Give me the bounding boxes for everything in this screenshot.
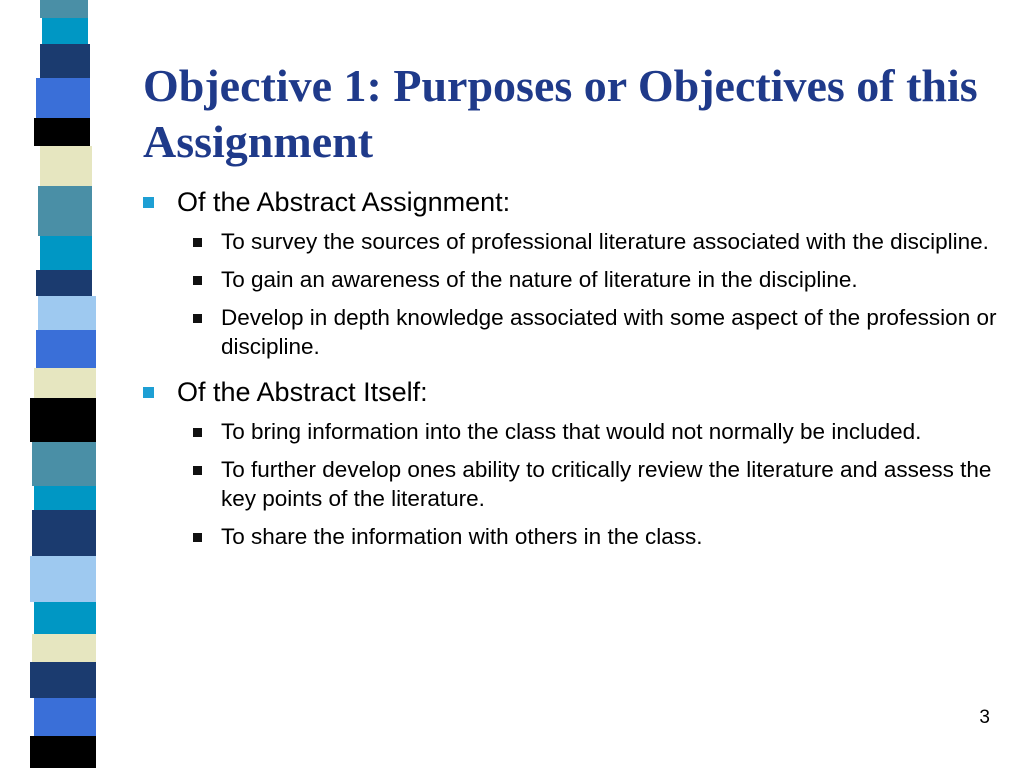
decorative-stripe	[42, 18, 88, 44]
page-number: 3	[979, 707, 990, 728]
sub-bullet-text: To bring information into the class that would not normally be included.	[221, 419, 922, 444]
section-heading: Of the Abstract Assignment:	[177, 187, 511, 217]
section-heading: Of the Abstract Itself:	[177, 377, 428, 407]
sub-bullet-list	[143, 417, 1018, 551]
sub-bullet-item	[143, 303, 1018, 361]
sub-bullet-item	[143, 522, 1018, 551]
decorative-stripe-bar	[0, 0, 120, 768]
decorative-stripe	[34, 368, 96, 398]
square-bullet-icon	[193, 276, 202, 285]
sub-bullet-item	[143, 455, 1018, 513]
sub-bullet-item	[143, 265, 1018, 294]
sub-bullet-item	[143, 227, 1018, 256]
decorative-stripe	[38, 186, 92, 236]
decorative-stripe	[34, 486, 96, 510]
sub-bullet-list	[143, 227, 1018, 361]
decorative-stripe	[30, 398, 96, 442]
sub-bullet-text: Develop in depth knowledge associated with some aspect of the profession or discipline.	[221, 305, 997, 359]
square-bullet-icon	[193, 466, 202, 475]
decorative-stripe	[40, 146, 92, 186]
sub-bullet-text: To survey the sources of professional literature associated with the discipline.	[221, 229, 989, 254]
square-bullet-icon	[143, 197, 154, 208]
square-bullet-icon	[193, 533, 202, 542]
decorative-stripe	[34, 602, 96, 634]
decorative-stripe	[40, 0, 88, 18]
square-bullet-icon	[193, 238, 202, 247]
decorative-stripe	[40, 44, 90, 78]
sub-bullet-text: To further develop ones ability to critically review the literature and assess the key points of the literature.	[221, 457, 992, 511]
square-bullet-icon	[193, 314, 202, 323]
sub-bullet-item	[143, 417, 1018, 446]
title-bold-part: Objective 1:	[143, 60, 382, 111]
decorative-stripe	[34, 698, 96, 736]
square-bullet-icon	[143, 387, 154, 398]
slide-title	[143, 58, 1013, 170]
bullet-section	[143, 375, 1018, 551]
bullet-section	[143, 185, 1018, 361]
decorative-stripe	[34, 118, 90, 146]
decorative-stripe	[30, 736, 96, 768]
square-bullet-icon	[193, 428, 202, 437]
decorative-stripe	[36, 270, 92, 296]
sub-bullet-text: To gain an awareness of the nature of literature in the discipline.	[221, 267, 858, 292]
decorative-stripe	[36, 78, 90, 118]
decorative-stripe	[38, 296, 96, 330]
decorative-stripe	[30, 662, 96, 698]
level1-bullet	[143, 185, 1018, 219]
decorative-stripe	[30, 556, 96, 602]
slide-content	[143, 185, 1018, 565]
decorative-stripe	[40, 236, 92, 270]
decorative-stripe	[32, 442, 96, 486]
decorative-stripe	[36, 330, 96, 368]
title-regular-part: Purposes or Objectives of this Assignment	[143, 60, 978, 167]
decorative-stripe	[32, 634, 96, 662]
decorative-stripe	[32, 510, 96, 556]
level1-bullet	[143, 375, 1018, 409]
sub-bullet-text: To share the information with others in the class.	[221, 524, 703, 549]
